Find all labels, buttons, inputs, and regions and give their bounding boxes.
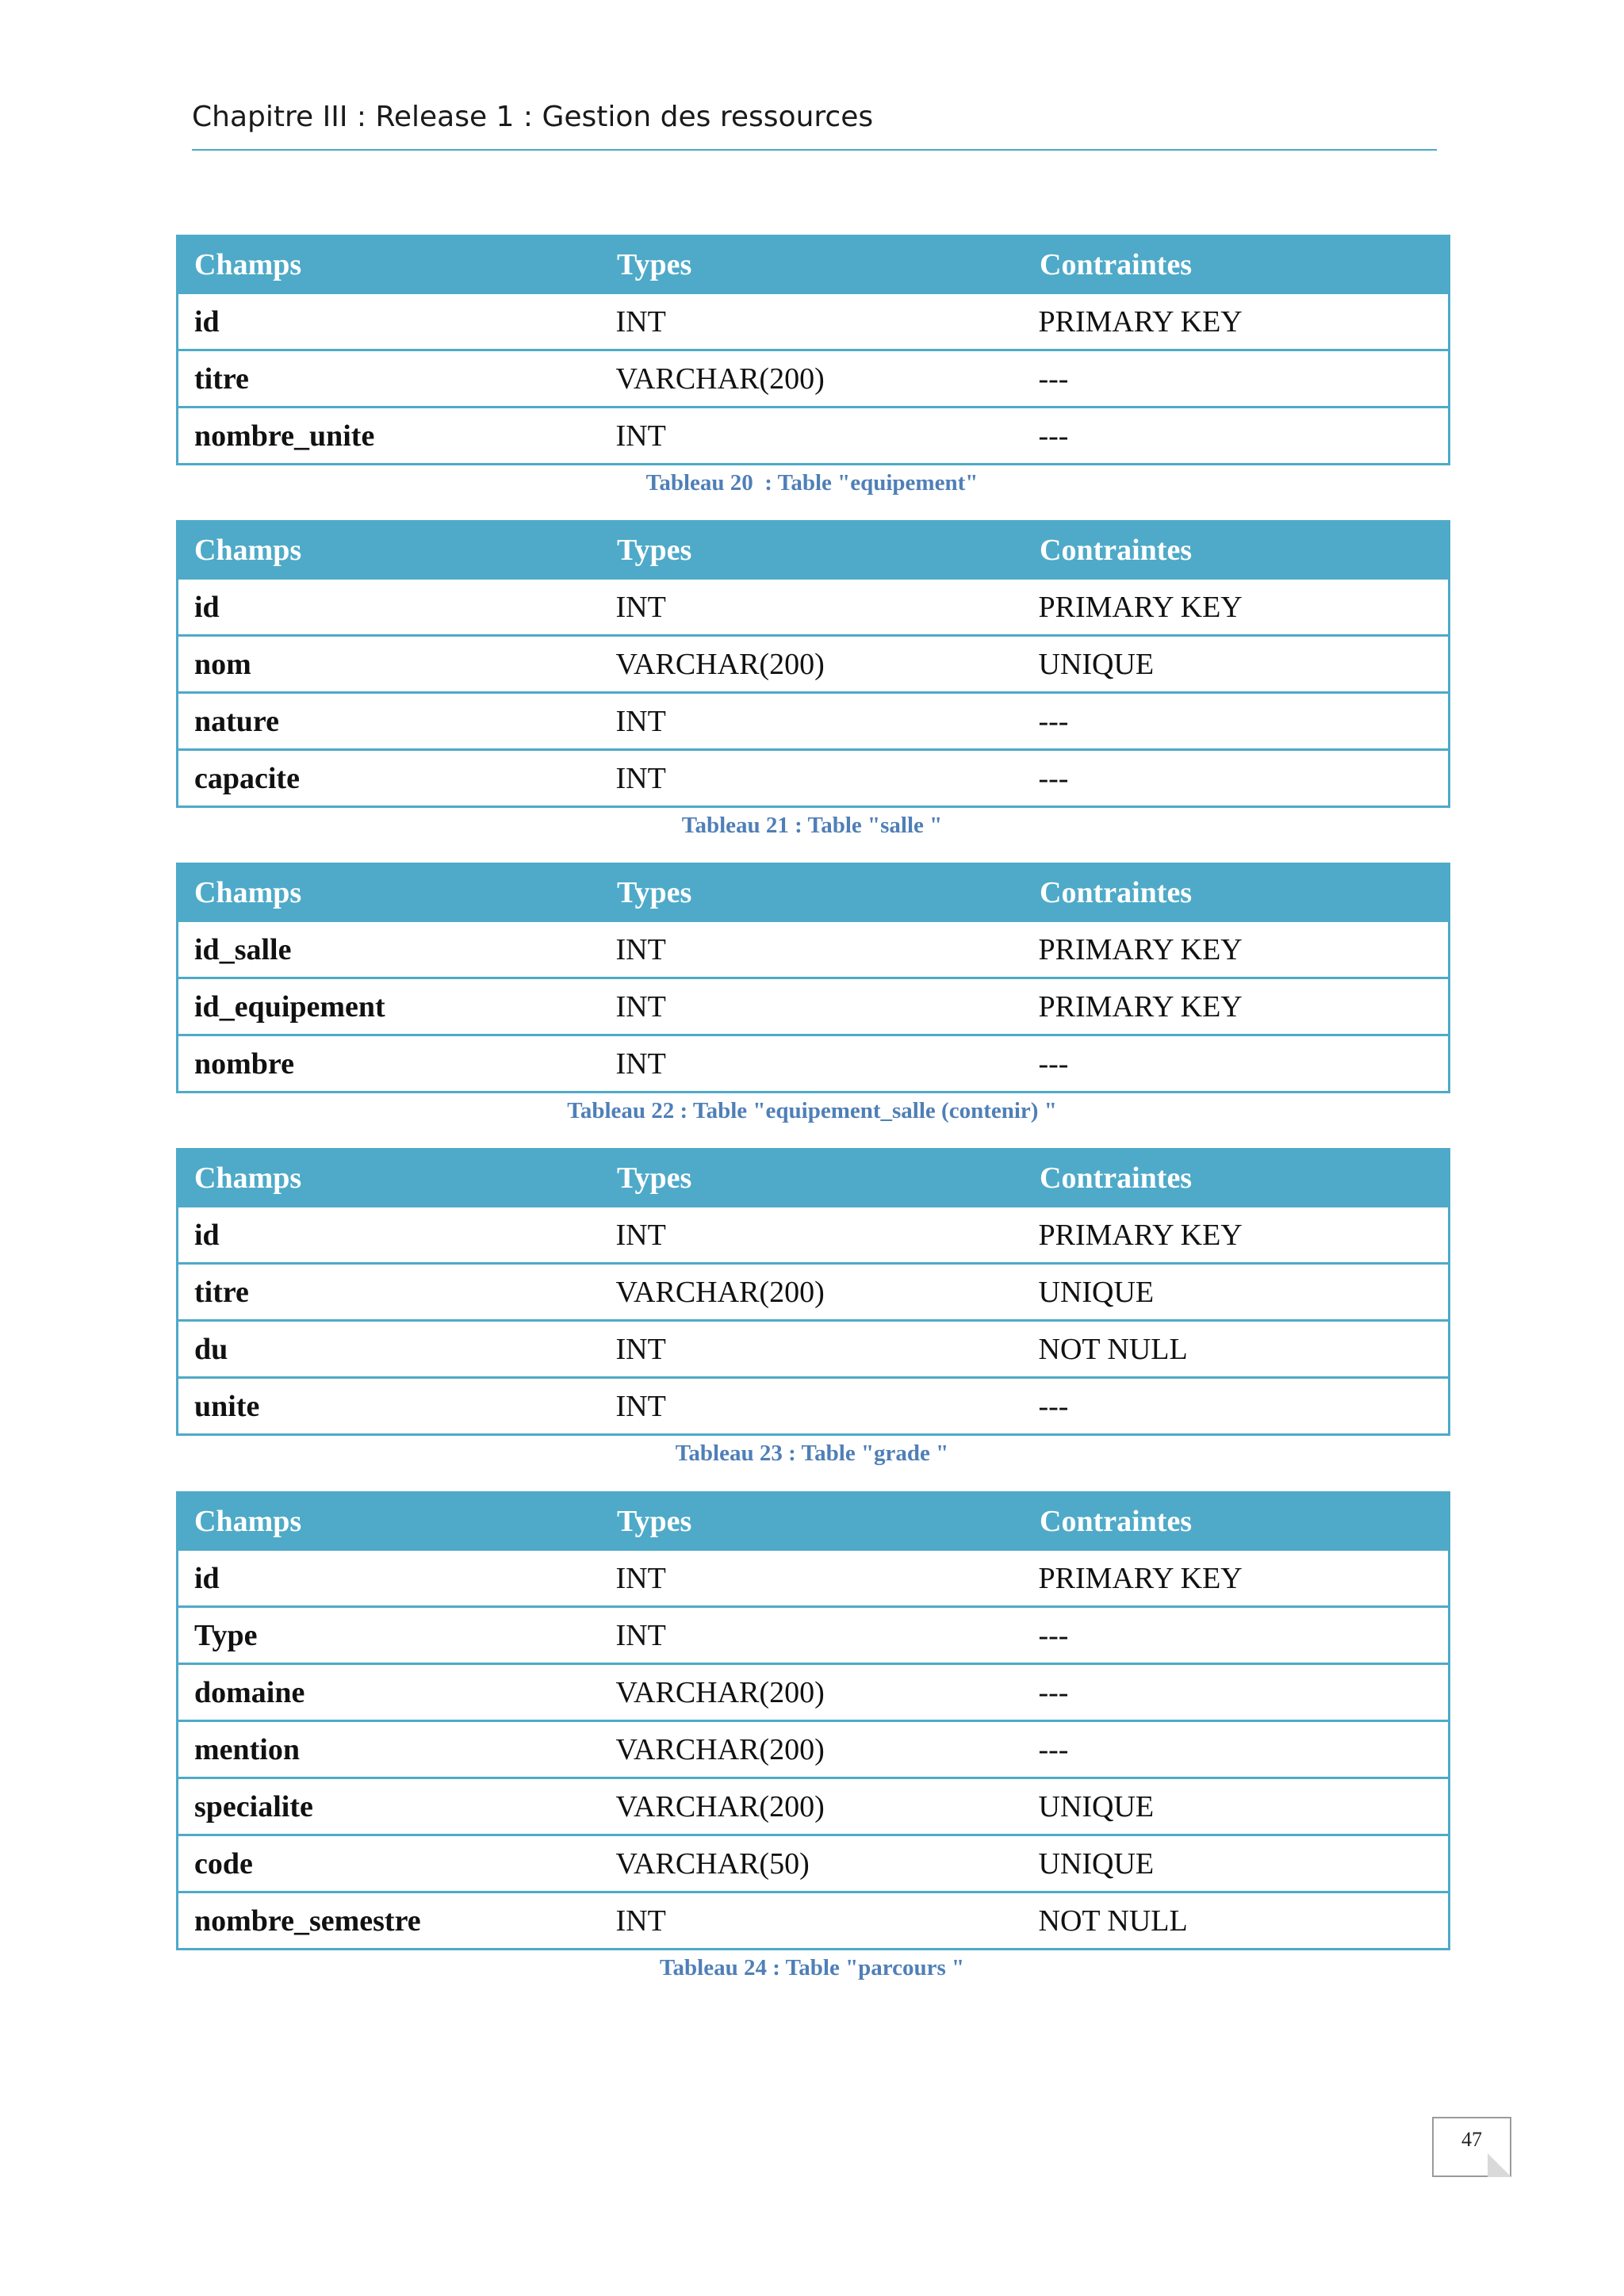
field-name-cell: nature [178,693,600,750]
field-type-cell: INT [600,921,1023,978]
field-type-cell: VARCHAR(200) [600,350,1023,408]
table-row [178,1778,1450,1835]
page-number: 47 [1461,2128,1482,2151]
table-row [178,408,1450,465]
table-row [178,636,1450,693]
field-type-cell: VARCHAR(50) [600,1835,1023,1892]
page-header [192,94,1437,151]
table-caption: Tableau 23 : Table "grade " [675,1441,949,1466]
field-type-cell: INT [600,693,1023,750]
table-row [178,693,1450,750]
field-type-cell: INT [600,1035,1023,1093]
table-caption: Tableau 24 : Table "parcours " [659,1955,965,1980]
page-fold-corner [1488,2153,1511,2177]
column-header-contraintes: Contraintes [1023,1150,1450,1207]
field-constraint-cell: --- [1023,1035,1450,1093]
column-header-types: Types [600,1493,1023,1550]
field-constraint-cell: UNIQUE [1023,1778,1450,1835]
field-name-cell: specialite [178,1778,600,1835]
field-constraint-cell: NOT NULL [1023,1321,1450,1378]
field-name-cell: titre [178,1264,600,1321]
field-name-cell: nombre_semestre [178,1892,600,1950]
field-name-cell: id_equipement [178,978,600,1035]
table-row [178,1264,1450,1321]
table-parcours [176,1491,1448,1982]
field-type-cell: INT [600,978,1023,1035]
table-caption: Tableau 22 : Table "equipement_salle (contenir) " [567,1098,1057,1123]
field-name-cell: titre [178,350,600,408]
field-name-cell: id [178,579,600,636]
field-type-cell: INT [600,293,1023,350]
field-constraint-cell: --- [1023,1664,1450,1721]
field-constraint-cell: --- [1023,1721,1450,1778]
field-name-cell: id [178,293,600,350]
field-type-cell: INT [600,1550,1023,1607]
field-type-cell: INT [600,1378,1023,1435]
column-header-champs: Champs [178,1150,600,1207]
field-name-cell: id [178,1207,600,1264]
column-header-types: Types [600,1150,1023,1207]
field-name-cell: nombre [178,1035,600,1093]
field-type-cell: INT [600,579,1023,636]
field-constraint-cell: --- [1023,693,1450,750]
field-name-cell: unite [178,1378,600,1435]
table-salle [176,520,1448,840]
field-constraint-cell: PRIMARY KEY [1023,921,1450,978]
schema-table [176,863,1450,1093]
column-header-types: Types [600,236,1023,293]
table-row [178,1321,1450,1378]
column-header-champs: Champs [178,522,600,579]
schema-table [176,1491,1450,1950]
field-constraint-cell: UNIQUE [1023,1264,1450,1321]
column-header-champs: Champs [178,236,600,293]
table-header-row [178,236,1450,293]
column-header-contraintes: Contraintes [1023,864,1450,921]
field-type-cell: VARCHAR(200) [600,1778,1023,1835]
field-type-cell: INT [600,1321,1023,1378]
field-constraint-cell: --- [1023,1607,1450,1664]
table-row [178,750,1450,807]
column-header-contraintes: Contraintes [1023,1493,1450,1550]
column-header-types: Types [600,864,1023,921]
field-name-cell: capacite [178,750,600,807]
table-equipement-salle [176,863,1448,1125]
field-constraint-cell: PRIMARY KEY [1023,978,1450,1035]
chapter-title: Chapitre III : Release 1 : Gestion des ressources [192,101,874,133]
field-type-cell: INT [600,1892,1023,1950]
table-row [178,978,1450,1035]
field-constraint-cell: PRIMARY KEY [1023,293,1450,350]
table-row [178,1835,1450,1892]
field-type-cell: VARCHAR(200) [600,1264,1023,1321]
column-header-contraintes: Contraintes [1023,236,1450,293]
field-name-cell: mention [178,1721,600,1778]
field-type-cell: INT [600,408,1023,465]
field-type-cell: VARCHAR(200) [600,636,1023,693]
field-name-cell: code [178,1835,600,1892]
schema-table [176,520,1450,808]
table-row [178,1378,1450,1435]
table-row [178,1607,1450,1664]
field-constraint-cell: UNIQUE [1023,636,1450,693]
field-name-cell: nombre_unite [178,408,600,465]
field-constraint-cell: PRIMARY KEY [1023,1550,1450,1607]
field-name-cell: nom [178,636,600,693]
table-caption: Tableau 21 : Table "salle " [681,813,943,838]
table-header-row [178,864,1450,921]
table-header-row [178,1150,1450,1207]
table-row [178,293,1450,350]
table-row [178,1207,1450,1264]
schema-table [176,1148,1450,1436]
field-constraint-cell: PRIMARY KEY [1023,579,1450,636]
field-constraint-cell: --- [1023,1378,1450,1435]
field-type-cell: VARCHAR(200) [600,1721,1023,1778]
field-name-cell: domaine [178,1664,600,1721]
field-constraint-cell: UNIQUE [1023,1835,1450,1892]
table-caption: Tableau 20 : Table "equipement" [645,470,979,496]
field-constraint-cell: NOT NULL [1023,1892,1450,1950]
field-name-cell: id [178,1550,600,1607]
table-grade [176,1148,1448,1468]
field-type-cell: INT [600,750,1023,807]
table-row [178,1892,1450,1950]
column-header-types: Types [600,522,1023,579]
field-constraint-cell: PRIMARY KEY [1023,1207,1450,1264]
column-header-contraintes: Contraintes [1023,522,1450,579]
field-type-cell: INT [600,1207,1023,1264]
field-type-cell: VARCHAR(200) [600,1664,1023,1721]
table-row [178,1550,1450,1607]
table-equipement [176,235,1448,497]
table-row [178,1035,1450,1093]
table-header-row [178,1493,1450,1550]
page-number-box [1432,2117,1511,2177]
table-row [178,1664,1450,1721]
table-header-row [178,522,1450,579]
field-constraint-cell: --- [1023,750,1450,807]
schema-table [176,235,1450,465]
table-row [178,350,1450,408]
column-header-champs: Champs [178,1493,600,1550]
table-row [178,921,1450,978]
field-type-cell: INT [600,1607,1023,1664]
table-row [178,579,1450,636]
table-row [178,1721,1450,1778]
field-constraint-cell: --- [1023,350,1450,408]
field-constraint-cell: --- [1023,408,1450,465]
column-header-champs: Champs [178,864,600,921]
field-name-cell: Type [178,1607,600,1664]
field-name-cell: id_salle [178,921,600,978]
field-name-cell: du [178,1321,600,1378]
